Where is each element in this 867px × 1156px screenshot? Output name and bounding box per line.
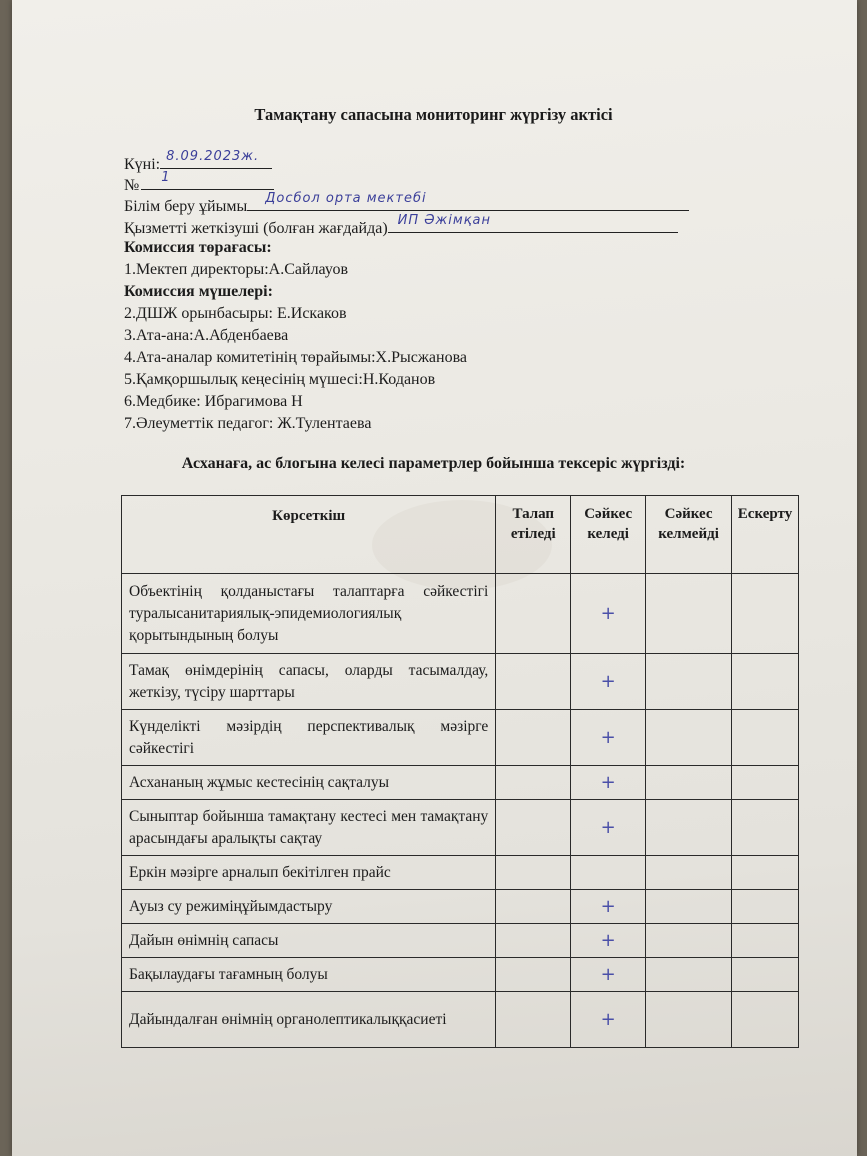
- noncompliant-cell: [646, 856, 732, 890]
- indicator-cell: Ауыз су режиміңұйымдастыру: [122, 890, 496, 924]
- number-line: [124, 170, 274, 196]
- school-value: Досбол орта мектебі: [265, 191, 427, 206]
- required-cell: [496, 856, 571, 890]
- note-cell: [732, 710, 799, 766]
- date-line: [124, 149, 272, 175]
- indicator-cell: Тамақ өнімдерінің сапасы, оларды тасымалдау, жеткізу, түсіру шарттары: [122, 654, 496, 710]
- member-item: 7.Әлеуметтік педагог: Ж.Тулентаева: [124, 415, 372, 432]
- header-note: Ескерту: [732, 496, 799, 574]
- indicator-cell: Асхананың жұмыс кестесінің сақталуы: [122, 766, 496, 800]
- note-cell: [732, 766, 799, 800]
- number-field: [141, 170, 274, 190]
- supplier-value: ИП Әжімқан: [397, 213, 491, 228]
- indicator-cell: Дайындалған өнімнің органолептикалыққасиеті: [122, 992, 496, 1048]
- members-heading: Комиссия мүшелері:: [124, 283, 273, 300]
- header-required: Талап етіледі: [496, 496, 571, 574]
- table-row: [122, 654, 799, 710]
- indicator-cell: Дайын өнімнің сапасы: [122, 924, 496, 958]
- indicator-cell: Бақылаудағы тағамның болуы: [122, 958, 496, 992]
- note-cell: [732, 654, 799, 710]
- school-label: Білім беру ұйымы: [124, 198, 248, 215]
- required-cell: [496, 766, 571, 800]
- required-cell: [496, 574, 571, 654]
- note-cell: [732, 800, 799, 856]
- note-cell: [732, 890, 799, 924]
- school-field: [247, 191, 689, 211]
- noncompliant-cell: [646, 890, 732, 924]
- required-cell: [496, 924, 571, 958]
- compliant-cell: [571, 856, 646, 890]
- compliant-cell: +: [571, 574, 646, 654]
- compliant-cell: +: [571, 654, 646, 710]
- member-item: 6.Медбике: Ибрагимова Н: [124, 393, 303, 410]
- inspection-table: [121, 495, 799, 1048]
- supplier-label: Қызметті жеткізуші (болған жағдайда): [124, 220, 388, 237]
- compliant-cell: +: [571, 800, 646, 856]
- noncompliant-cell: [646, 800, 732, 856]
- noncompliant-cell: [646, 766, 732, 800]
- compliant-cell: +: [571, 710, 646, 766]
- date-value: 8.09.2023ж.: [166, 149, 260, 164]
- member-item: 4.Ата-аналар комитетінің төрайымы:Х.Рысжанова: [124, 349, 468, 366]
- date-field: [160, 149, 272, 169]
- required-cell: [496, 654, 571, 710]
- table-row: [122, 574, 799, 654]
- note-cell: [732, 992, 799, 1048]
- note-cell: [732, 574, 799, 654]
- required-cell: [496, 890, 571, 924]
- table-intro: Асханаға, ас блогына келесі параметрлер бойынша тексеріс жүргізді:: [181, 455, 686, 472]
- indicator-cell: Күнделікті мәзірдің перспективалық мәзірге сәйкестігі: [122, 710, 496, 766]
- compliant-cell: +: [571, 890, 646, 924]
- table-row: [122, 856, 799, 890]
- supplier-field: [388, 213, 678, 233]
- chair-name: 1.Мектеп директоры:А.Сайлауов: [124, 261, 348, 278]
- header-compliant: Сәйкес келеді: [571, 496, 646, 574]
- member-item: 5.Қамқоршылық кеңесінің мүшесі:Н.Коданов: [124, 371, 436, 388]
- noncompliant-cell: [646, 992, 732, 1048]
- noncompliant-cell: [646, 654, 732, 710]
- table-row: [122, 800, 799, 856]
- chair-heading: Комиссия төрағасы:: [124, 239, 272, 256]
- indicator-cell: Объектінің қолданыстағы талаптарға сәйкестігі туралысанитариялық-эпидемиологиялық қорытындының болуы: [122, 574, 496, 654]
- note-cell: [732, 924, 799, 958]
- table-row: [122, 766, 799, 800]
- noncompliant-cell: [646, 710, 732, 766]
- table-row: [122, 890, 799, 924]
- table-row: [122, 924, 799, 958]
- compliant-cell: +: [571, 958, 646, 992]
- table-row: [122, 710, 799, 766]
- required-cell: [496, 710, 571, 766]
- compliant-cell: +: [571, 766, 646, 800]
- supplier-line: [124, 213, 678, 239]
- table-row: [122, 958, 799, 992]
- number-label: №: [124, 177, 140, 194]
- date-label: Күні:: [124, 156, 161, 173]
- table-header-row: [122, 496, 799, 574]
- member-item: 2.ДШЖ орынбасыры: Е.Искаков: [124, 305, 347, 322]
- indicator-cell: Еркін мәзірге арналып бекітілген прайс: [122, 856, 496, 890]
- document-title: Тамақтану сапасына мониторинг жүргізу актісі: [254, 105, 613, 124]
- required-cell: [496, 992, 571, 1048]
- member-item: 3.Ата-ана:А.Абденбаева: [124, 327, 289, 344]
- header-indicator: Көрсеткіш: [122, 496, 496, 574]
- indicator-cell: Сыныптар бойынша тамақтану кестесі мен тамақтану арасындағы аралықты сақтау: [122, 800, 496, 856]
- note-cell: [732, 856, 799, 890]
- note-cell: [732, 958, 799, 992]
- noncompliant-cell: [646, 924, 732, 958]
- header-noncompliant: Сәйкес келмейді: [646, 496, 732, 574]
- table-row: [122, 992, 799, 1048]
- compliant-cell: +: [571, 924, 646, 958]
- noncompliant-cell: [646, 958, 732, 992]
- required-cell: [496, 958, 571, 992]
- compliant-cell: +: [571, 992, 646, 1048]
- number-value: 1: [161, 170, 171, 185]
- noncompliant-cell: [646, 574, 732, 654]
- required-cell: [496, 800, 571, 856]
